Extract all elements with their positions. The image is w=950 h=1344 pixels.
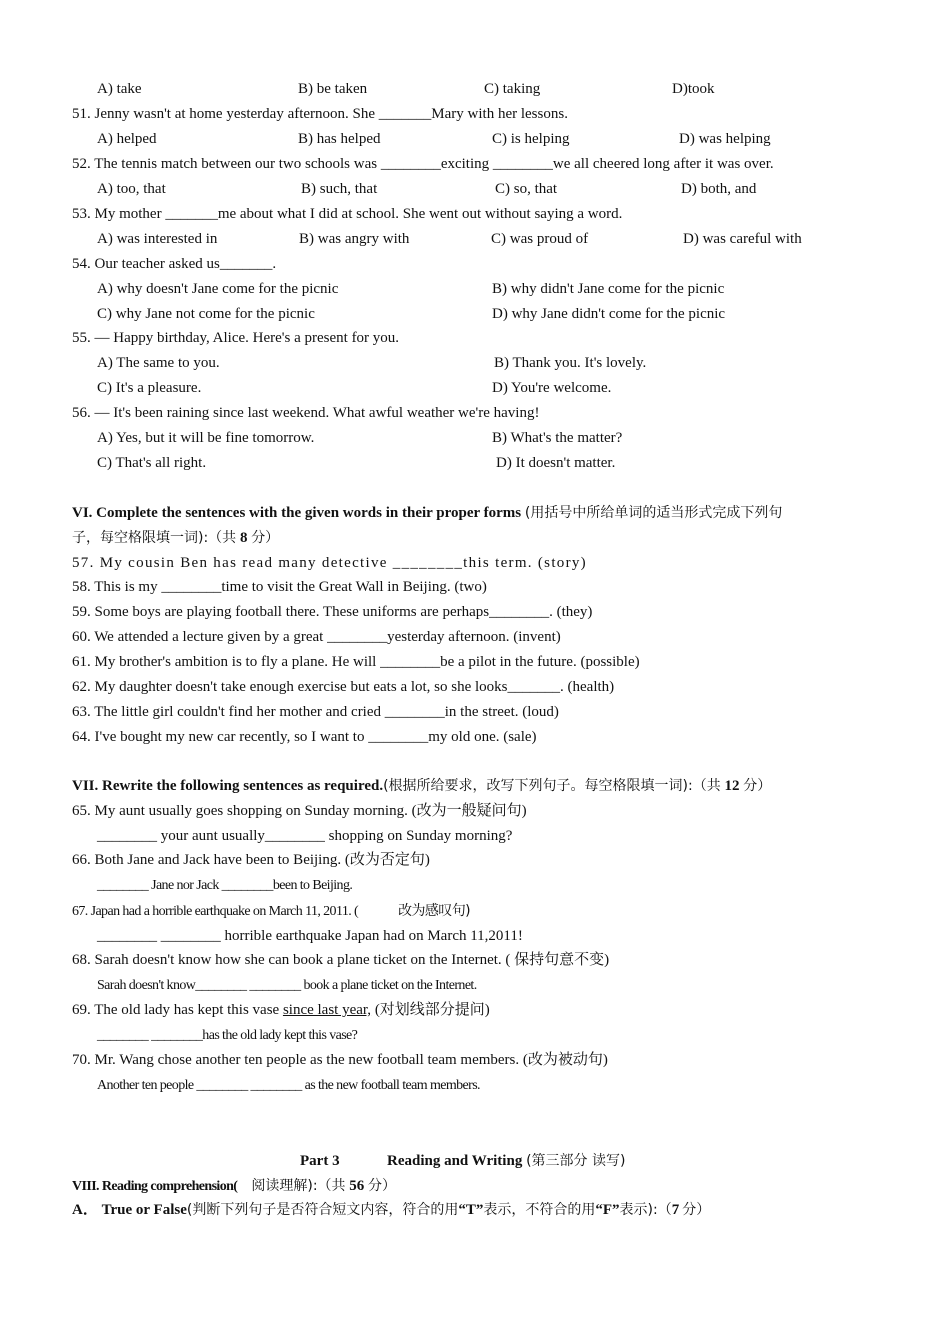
section-7-score-unit: 分） xyxy=(743,778,772,794)
question-54: 54. Our teacher asked us_______. xyxy=(72,256,277,272)
q50-option-c: C) taking xyxy=(484,81,541,97)
question-62: 62. My daughter doesn't take enough exercise but eats a lot, so she looks_______. (health) xyxy=(72,679,615,695)
section-8-score: 56 xyxy=(349,1178,365,1194)
section-7-title: VII. Rewrite the following sentences as required. xyxy=(72,778,384,794)
section-8-instruction: 阅读理解):（共 xyxy=(251,1178,346,1194)
q54-option-b: B) why didn't Jane come for the picnic xyxy=(492,281,725,297)
q54-option-c: C) why Jane not come for the picnic xyxy=(97,306,315,322)
question-61: 61. My brother's ambition is to fly a plane. He will ________be a pilot in the future. (possible) xyxy=(72,654,640,670)
q51-option-d: D) was helping xyxy=(679,131,771,147)
q53-option-c: C) was proud of xyxy=(491,231,589,247)
q56-option-b: B) What's the matter? xyxy=(492,430,623,446)
q56-option-a: A) Yes, but it will be fine tomorrow. xyxy=(97,430,315,446)
section-a-score: 7 xyxy=(671,1202,680,1218)
question-59: 59. Some boys are playing football there. These uniforms are perhaps________. (they) xyxy=(72,604,593,620)
section-7-heading xyxy=(72,777,771,795)
section-7-score: 12 xyxy=(724,778,740,794)
question-67-answer: ________ ________ horrible earthquake Japan had on March 11,2011! xyxy=(97,928,523,944)
section-a-title: True or False xyxy=(101,1202,187,1218)
section-8-title: VIII. Reading comprehension( xyxy=(72,1179,238,1194)
part-3-heading xyxy=(387,1152,625,1170)
section-a-true-mark: “T” xyxy=(458,1202,484,1218)
question-69-answer: ________ ________has the old lady kept this vase? xyxy=(97,1028,358,1043)
part-3-title: Reading and Writing xyxy=(387,1153,523,1169)
section-a-false-mark: “F” xyxy=(595,1202,620,1218)
q53-option-b: B) was angry with xyxy=(299,231,410,247)
question-53: 53. My mother _______me about what I did at school. She went out without saying a word. xyxy=(72,206,623,222)
section-6-instruction: (用括号中所给单词的适当形式完成下列句 xyxy=(524,505,783,521)
question-66: 66. Both Jane and Jack have been to Beijing. (改为否定句) xyxy=(72,852,430,868)
question-67-text: 67. Japan had a horrible earthquake on March 11, 2011. ( xyxy=(72,904,359,919)
q54-option-a: A) why doesn't Jane come for the picnic xyxy=(97,281,339,297)
question-58: 58. This is my ________time to visit the Great Wall in Beijing. (two) xyxy=(72,579,487,595)
q53-option-a: A) was interested in xyxy=(97,231,218,247)
part-3-label: Part 3 xyxy=(300,1153,340,1169)
question-51: 51. Jenny wasn't at home yesterday afternoon. She _______Mary with her lessons. xyxy=(72,106,568,122)
question-65: 65. My aunt usually goes shopping on Sunday morning. (改为一般疑问句) xyxy=(72,803,527,819)
question-66-answer: ________ Jane nor Jack ________been to Beijing. xyxy=(97,878,353,893)
q51-option-b: B) has helped xyxy=(298,131,381,147)
q52-option-c: C) so, that xyxy=(495,181,558,197)
section-8-score-unit: 分） xyxy=(368,1178,397,1194)
question-69-text: 69. The old lady has kept this vase xyxy=(72,1002,280,1018)
q55-option-a: A) The same to you. xyxy=(97,355,220,371)
question-68: 68. Sarah doesn't know how she can book a plane ticket on the Internet. ( 保持句意不变) xyxy=(72,952,610,968)
section-a-instruction-1: (判断下列句子是否符合短文内容，符合的用 xyxy=(186,1202,459,1218)
q50-option-a: A) take xyxy=(97,81,142,97)
q55-option-b: B) Thank you. It's lovely. xyxy=(494,355,647,371)
q56-option-c: C) That's all right. xyxy=(97,455,207,471)
question-65-answer: ________ your aunt usually________ shopping on Sunday morning? xyxy=(97,828,513,844)
q52-option-b: B) such, that xyxy=(301,181,378,197)
question-56: 56. — It's been raining since last weekend. What awful weather we're having! xyxy=(72,405,540,421)
question-69-instruction: (对划线部分提问) xyxy=(374,1002,490,1018)
part-3-chinese: (第三部分 读写) xyxy=(526,1153,626,1169)
section-6-title: VI. Complete the sentences with the given words in their proper forms xyxy=(72,505,522,521)
section-a-score-unit: 分） xyxy=(682,1202,711,1218)
question-63: 63. The little girl couldn't find her mother and cried ________in the street. (loud) xyxy=(72,704,559,720)
question-67-instruction: 改为感叹句) xyxy=(398,903,470,919)
question-67 xyxy=(72,902,470,921)
section-a-label: A． xyxy=(72,1202,98,1218)
section-6-heading-cont xyxy=(72,529,279,547)
section-a-instruction-3: 表示):（ xyxy=(619,1202,672,1218)
q56-option-d: D) It doesn't matter. xyxy=(496,455,616,471)
q52-option-a: A) too, that xyxy=(97,181,166,197)
question-52: 52. The tennis match between our two schools was ________exciting ________we all cheered long after it was over. xyxy=(72,156,774,172)
question-68-answer: Sarah doesn't know________ ________ book a plane ticket on the Internet. xyxy=(97,978,477,993)
q51-option-a: A) helped xyxy=(97,131,157,147)
q51-option-c: C) is helping xyxy=(492,131,570,147)
q54-option-d: D) why Jane didn't come for the picnic xyxy=(492,306,726,322)
section-a-heading xyxy=(72,1201,710,1219)
question-64: 64. I've bought my new car recently, so I want to ________my old one. (sale) xyxy=(72,729,537,745)
section-6-score-unit: 分） xyxy=(251,530,280,546)
question-69 xyxy=(72,1001,490,1019)
q50-option-b: B) be taken xyxy=(298,81,368,97)
question-70: 70. Mr. Wang chose another ten people as the new football team members. (改为被动句) xyxy=(72,1052,608,1068)
question-69-underlined: since last year, xyxy=(282,1002,372,1018)
question-55: 55. — Happy birthday, Alice. Here's a present for you. xyxy=(72,330,400,346)
section-6-score: 8 xyxy=(239,530,248,546)
section-6-heading xyxy=(72,504,782,522)
section-7-instruction: (根据所给要求，改写下列句子。每空格限填一词):（共 xyxy=(383,778,721,794)
question-60: 60. We attended a lecture given by a great ________yesterday afternoon. (invent) xyxy=(72,629,561,645)
q52-option-d: D) both, and xyxy=(681,181,757,197)
section-8-heading xyxy=(72,1177,396,1196)
q55-option-d: D) You're welcome. xyxy=(492,380,612,396)
question-57: 57. My cousin Ben has read many detective ________this term. (story) xyxy=(72,555,587,571)
question-70-answer: Another ten people ________ ________ as the new football team members. xyxy=(97,1078,480,1093)
section-a-instruction-2: 表示，不符合的用 xyxy=(483,1202,596,1218)
q53-option-d: D) was careful with xyxy=(683,231,802,247)
q50-option-d: D)took xyxy=(672,81,715,97)
section-6-instruction-2: 子，每空格限填一词):（共 xyxy=(72,530,237,546)
q55-option-c: C) It's a pleasure. xyxy=(97,380,202,396)
